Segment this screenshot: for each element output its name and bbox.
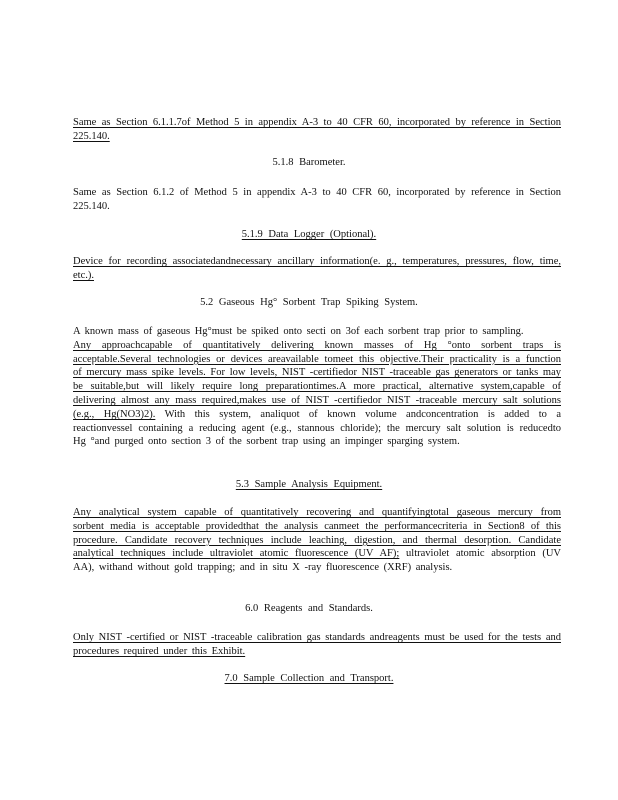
paragraph-analysis-equipment (73, 506, 561, 575)
paragraph-method5-ref-2-text: Same as Section 6.1.2 of Method 5 in appendix A-3 to 40 CFR 60, incorporated by reference in Section 225.140. (73, 187, 561, 212)
paragraph-data-logger: Device for recording associatedandnecessary ancillary information(e. g., temperatures, pressures, flow, time, etc.). (73, 256, 561, 281)
heading-5-1-8-barometer: 5.1.8 Barometer. (272, 157, 346, 168)
paragraph-spiking-line1: A known mass of gaseous Hg°must be spiked onto secti on 3of each sorbent trap prior to sampling. (73, 326, 524, 337)
paragraph-reagents: Only NIST -certified or NIST -traceable calibration gas standards andreagents must be used for the tests and procedures required under this Exhibit. (73, 632, 561, 657)
paragraph-spiking-rest: With this system, analiquot of known volume andconcentration is added to a reactionvessel containing a reducing agent (e.g., stannous chloride); the mercury salt solution is reducedto Hg °and purged onto section 3 of the sorbent trap using an impinger sparging system. (73, 408, 561, 448)
heading-5-1-9-data-logger (0, 228, 618, 242)
paragraph-method5-ref-1: Same as Section 6.1.1.7of Method 5 in appendix A-3 to 40 CFR 60, incorporated by reference in Section 225.140. (73, 117, 561, 142)
heading-5-2-spiking-system: 5.2 Gaseous Hg° Sorbent Trap Spiking System. (200, 297, 418, 308)
heading-7-0-sample-collection (0, 672, 618, 686)
heading-5-3-text: 5.3 Sample Analysis Equipment. (235, 479, 383, 490)
paragraph-spiking-underlined: Any approachcapable of quantitatively delivering known masses of Hg °onto sorbent traps is acceptable.Several technologies or devices areavailable tomeet this objective.Their practicality is a function of mercury mass spike levels. For low levels, NIST -certifiedor NIST -traceable gas generators or tanks may be suitable,but will likely require long preparationtimes.A more practical, alternative system,capable of delivering almost any mass required,makes use of NIST -certifiedor NIST -traceable mercury salt solutions (e.g., Hg(NO3)2). (73, 339, 561, 420)
heading-7-0-text: 7.0 Sample Collection and Transport. (224, 673, 394, 684)
paragraph-method5-ref-2 (73, 186, 561, 214)
heading-6-0-reagents: 6.0 Reagents and Standards. (245, 603, 373, 614)
paragraph-analysis-underlined: Any analytical system capable of quantitatively recovering and quantifyingtotal gaseous mercury from sorbent media is acceptable providedthat the analysis canmeet the performancecriteria in Section8 of this procedure. Candidate recovery techniques include leaching, digestion, and thermal desorption. Candidate analytical techniques include ultraviolet atomic fluorescence (UV AF); (73, 507, 561, 560)
paragraph-spiking-system (73, 325, 561, 449)
paragraph-analysis-rest: ultraviolet atomic absorption (UV AA), withand without gold trapping; and in situ X -ray fluorescence (XRF) analysis. (73, 548, 561, 574)
heading-5-1-9-text: 5.1.9 Data Logger (Optional). (241, 229, 377, 240)
heading-5-3-analysis-equipment (0, 478, 618, 492)
